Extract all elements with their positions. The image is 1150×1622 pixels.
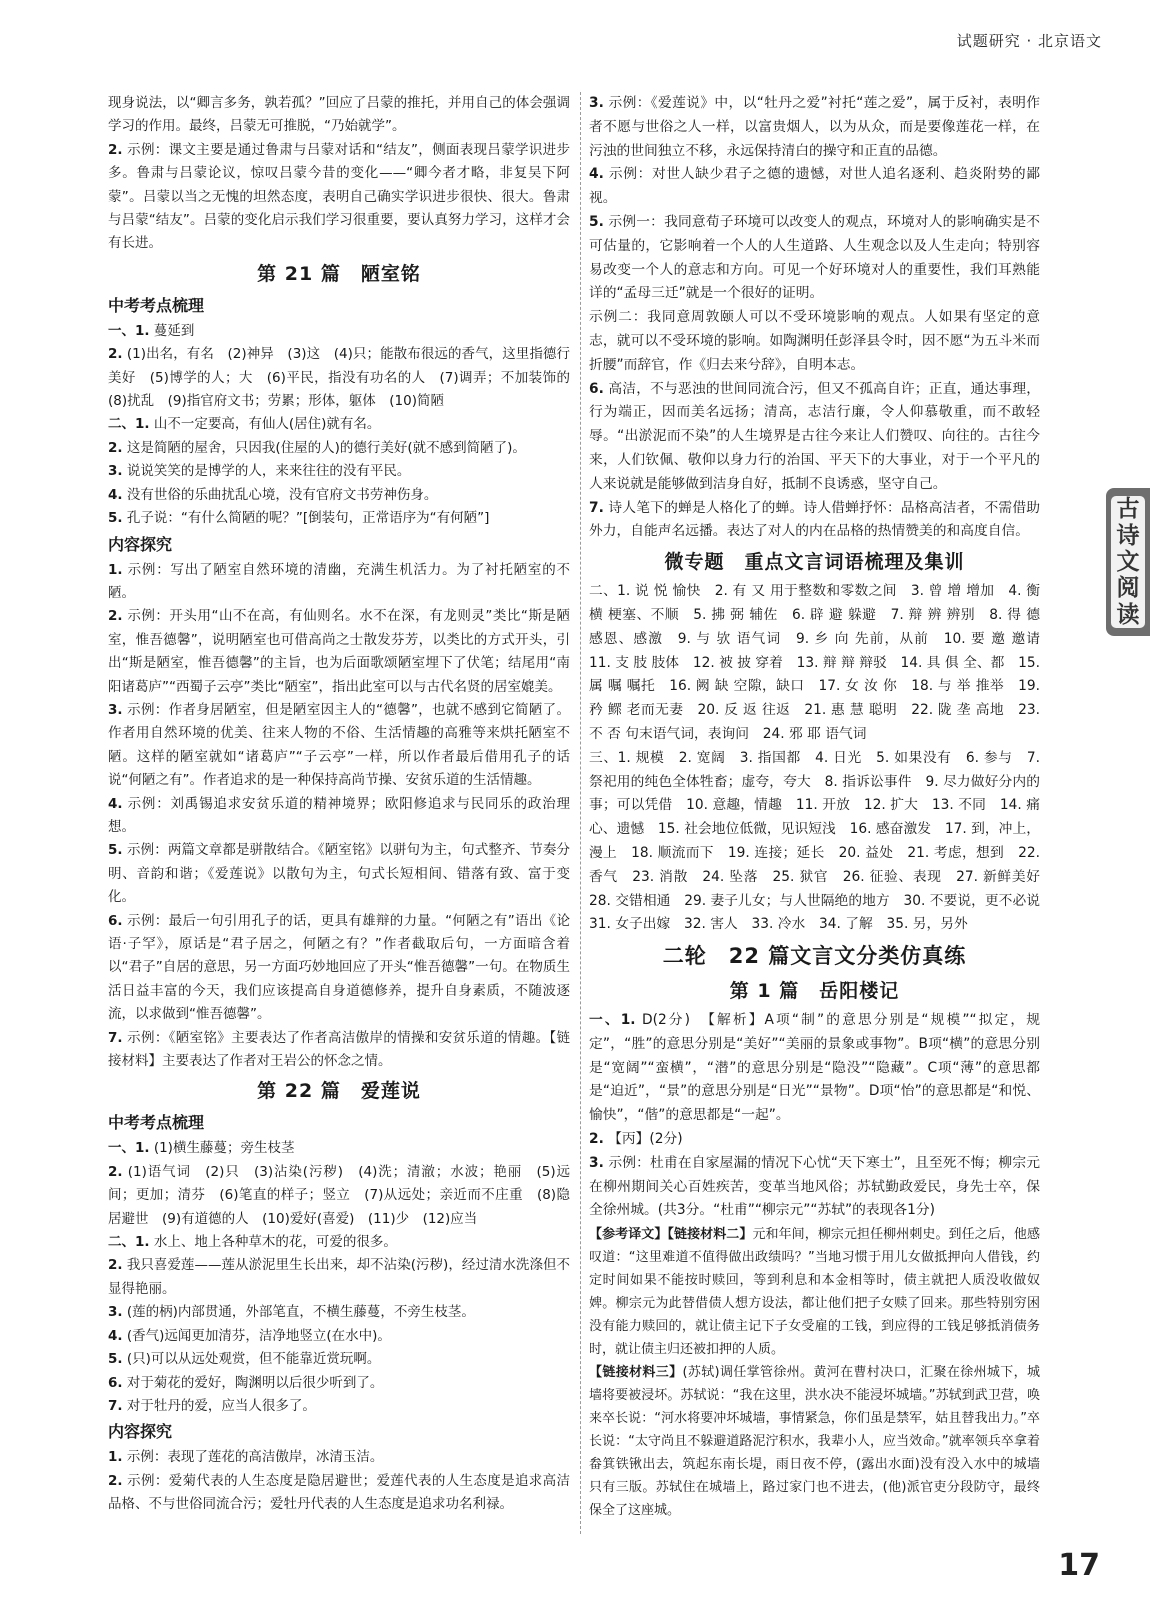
answer-item <box>108 1395 570 1418</box>
subsection-heading: 内容探究 <box>108 1422 173 1442</box>
item-text: 对于菊花的爱好，陶渊明以后很少听到了。 <box>126 1374 384 1391</box>
item-number: 7. <box>108 1397 123 1414</box>
answer-item <box>589 1152 1040 1223</box>
answer-item <box>108 793 570 840</box>
item-number: 5. <box>108 842 123 859</box>
item-text: (1)出名，有名 (2)神异 (3)这 (4)只；能散布很远的香气，这里指德行美好 (5)博学的人；大 (6)平民，指没有功名的人 (7)调弄；不加装饰的 (8)扰乱 (9)指官府文书；劳累；形体，躯体 (10)简陋 <box>108 346 584 410</box>
item-number: 2. <box>108 1163 123 1180</box>
item-text: (香气)远闻更加清芬，洁净地竖立(在水中)。 <box>126 1327 391 1344</box>
item-text: 高洁，不与恶浊的世间同流合污，但又不孤高自许；正直，通达事理，行为端正，因而美名远扬；清高，志洁行廉，令人仰慕敬重，而不敢轻辱。“出淤泥而不染”的人生境界是古往今来让人们赞叹、向往的。古往今来，人们钦佩、敬仰以身力行的治国、平天下的大事业，对于一个平凡的人来说就是能够做到洁身自好，抵制不良诱惑，坚守自己。 <box>589 380 1040 492</box>
item-text: 对于牡丹的爱，应当人很多了。 <box>126 1397 316 1414</box>
side-tab-char: 文 <box>1116 548 1140 575</box>
item-number: 4. <box>108 795 123 812</box>
item-number: 二、1. <box>108 416 150 433</box>
item-text: 孔子说：“有什么简陋的呢？”[倒装句，正常语序为“有何陋”] <box>126 510 490 527</box>
answer-item <box>108 320 570 343</box>
reference-translation <box>589 1361 1040 1522</box>
item-text: 示例：开头用“山不在高，有仙则名。水不在深，有龙则灵”类比“斯是陋室，惟吾德馨”，说明陋室也可借高尚之士散发芬芳，以类比的方式开头，引出“斯是陋室，惟吾德馨”的主旨，也为后面歌颂陋室埋下了伏笔；结尾用“南阳诸葛庐”“西蜀子云亭”类比“陋室”，指出此室可以与古代名贤的居室媲美。 <box>108 608 570 695</box>
page-number: 17 <box>1058 1548 1100 1583</box>
answer-item <box>108 139 570 256</box>
item-text: 没有世俗的乐曲扰乱心境，没有官府文书劳神伤身。 <box>126 486 438 503</box>
item-text: 示例：刘禹锡追求安贫乐道的精神境界；欧阳修追求与民同乐的政治理想。 <box>108 795 571 835</box>
side-tab-char: 古 <box>1116 496 1140 523</box>
column-divider <box>580 92 581 1534</box>
item-text: 蔓延到 <box>153 322 195 339</box>
item-text: 示例：写出了陋室自然环境的清幽，充满生机活力。为了衬托陋室的不陋。 <box>108 561 571 601</box>
item-number: 4. <box>108 486 123 503</box>
item-number: 3. <box>108 463 123 480</box>
answer-item <box>108 1231 570 1254</box>
reference-translation <box>589 1223 1040 1361</box>
answer-item <box>589 747 1054 937</box>
item-number: 5. <box>108 1351 123 1368</box>
answer-item <box>589 211 1040 306</box>
item-text: 示例：杜甫在自家屋漏的情况下心忧“天下寒士”，且至死不悔；柳宗元在柳州期间关心百姓疾苦，变革当地风俗；苏轼勤政爱民，身先士卒，保全徐州城。(共3分。“杜甫”“柳宗元”“苏轼”的表现各1分) <box>589 1154 1040 1219</box>
section-title: 第 21 篇 陋室铭 <box>257 262 421 285</box>
item-text: (只)可以从远处观赏，但不能靠近赏玩啊。 <box>126 1351 381 1368</box>
item-text: 示例：最后一句引用孔子的话，更具有雄辩的力量。“何陋之有”语出《论语·子罕》，原话是“君子居之，何陋之有？”作者截取后句，一方面暗含着以“君子”自居的意思，另一方面巧妙地回应了开头“惟吾德馨”一句。在物质生活日益丰富的今天，我们应该提高自身道德修养，提升自身素质，不随波逐流，以求做到“惟吾德馨”。 <box>108 912 570 1023</box>
answer-item <box>589 306 1040 377</box>
item-number: 7. <box>589 499 604 516</box>
answer-item <box>108 910 570 1027</box>
item-text: 示例：两篇文章都是骈散结合。《陋室铭》以骈句为主，句式整齐、节奏分明、音韵和谐；《爱莲说》以散句为主，句式长短相间、错落有致、富于变化。 <box>108 842 571 906</box>
item-number: 4. <box>589 166 604 183</box>
answer-item <box>108 1027 570 1074</box>
answer-item <box>108 1325 570 1348</box>
answer-item <box>108 413 570 436</box>
answer-item <box>108 1301 570 1324</box>
side-tab-char: 阅 <box>1116 575 1140 602</box>
item-text: 说说笑笑的是博学的人，来来往往的没有平民。 <box>126 463 411 480</box>
side-tab-char: 读 <box>1116 601 1140 628</box>
item-number: 二、1. <box>108 1234 150 1251</box>
answer-item <box>589 92 1040 163</box>
item-number: 5. <box>589 213 604 230</box>
answer-item <box>108 1446 570 1469</box>
answer-item <box>108 1470 570 1517</box>
item-number: 6. <box>589 380 604 397</box>
item-text: 诗人笔下的蝉是人格化了的蝉。诗人借蝉抒怀：品格高洁者，不需借助外力，自能声名远播。表达了对人的内在品格的热情赞美的和高度自信。 <box>589 499 1040 540</box>
answer-item <box>108 559 570 606</box>
answer-item <box>108 507 570 530</box>
item-number: 一、1. <box>108 1140 150 1157</box>
item-number: 2. <box>589 1131 604 1148</box>
item-number: 2. <box>108 608 123 625</box>
subsection-heading: 内容探究 <box>108 534 173 554</box>
answer-item <box>108 343 584 413</box>
item-text: 示例一：我同意荀子环境可以改变人的观点，环境对人的影响确实是不可估量的，它影响着一个人的人生道路、人生观念以及人生走向；特别容易改变一个人的意志和方向。可见一个好环境对人的重要性，我们耳熟能详的“孟母三迁”就是一个很好的证明。 <box>589 213 1040 302</box>
section-title: 第 1 篇 岳阳楼记 <box>729 980 900 1003</box>
item-number: 2. <box>108 1257 123 1274</box>
item-text: 示例：作者身居陋室，但是陋室因主人的“德馨”，也就不感到它简陋了。作者用自然环境的优美、往来人物的不俗、生活情趣的高雅等来烘托陋室不陋。这样的陋室就如“诸葛庐”“子云亭”一样，所以作者最后借用孔子的话说“何陋之有”。作者追求的是一种保持高尚节操、安贫乐道的生活情趣。 <box>108 701 570 789</box>
item-number: 一、1. <box>589 1012 636 1029</box>
item-text: 示例：表现了莲花的高洁傲岸，冰清玉洁。 <box>126 1449 384 1466</box>
item-number: 一、1. <box>108 322 150 339</box>
section-title: 二轮 22 篇文言文分类仿真练 <box>662 944 967 969</box>
answer-item <box>108 699 570 793</box>
item-number: 3. <box>108 701 123 718</box>
item-text: 示例：《陋室铭》主要表达了作者高洁傲岸的情操和安贫乐道的情趣。【链接材料】主要表达了作者对王岩公的怀念之情。 <box>108 1029 571 1070</box>
item-text: 二、1. 说 悦 愉快 2. 有 又 用于整数和零数之间 3. 曾 增 增加 4. 衡 横 梗塞、不顺 5. 拂 弼 辅佐 6. 辟 避 躲避 7. 辩 辨 辨别 8. 得 德 感恩、感激 9. 与 欤 语气词 9. 乡 向 先前，从前 10. 要 邀 邀请 11. 支 肢 肢体 12. 被 披 穿着 13. 辩 辩 辩驳 14. 具 俱 全、都 15. 属 嘱 嘱托 16. 阙 缺 空隙，缺口 17. 女 汝 你 18. 与 举 推举 19. 矜 鳏 老而无妻 20. 反 返 往返 21. 惠 慧 聪明 22. 陇 垄 高地 23. 不 否 句末语气词，表询问 24. 邪 耶 语气词 <box>589 583 1054 742</box>
item-text: 示例：课文主要是通过鲁肃与吕蒙对话和“结友”，侧面表现吕蒙学识进步多。鲁肃与吕蒙论议，惊叹吕蒙今昔的变化——“卿今者才略，非复吴下阿蒙”。吕蒙以当之无愧的坦然态度，表明自己确实学识进步很快、很大。鲁肃与吕蒙“结友”。吕蒙的变化启示我们学习很重要，要认真努力学习，这样才会有长进。 <box>108 141 570 252</box>
item-number: 6. <box>108 1374 123 1391</box>
answer-item <box>108 1161 570 1231</box>
item-number: 2. <box>108 439 123 456</box>
item-number: 1. <box>108 1449 123 1466</box>
right-column <box>589 92 1054 1522</box>
left-column <box>108 92 584 1517</box>
answer-item <box>108 1348 570 1371</box>
section-title: 第 22 篇 爱莲说 <box>257 1080 421 1103</box>
item-text: 水上、地上各种草木的花，可爱的很多。 <box>153 1234 397 1251</box>
side-tab-char: 诗 <box>1116 522 1140 549</box>
side-tab-label <box>1111 496 1145 628</box>
answer-item <box>108 437 570 460</box>
answer-item <box>589 580 1054 747</box>
item-text: 示例：《爱莲说》中，以“牡丹之爱”衬托“莲之爱”，属于反衬，表明作者不愿与世俗之人一样，以富贵烟人，以为从众，而是要像莲花一样，在污浊的世间独立不移，永远保持清白的操守和正直的品德。 <box>589 95 1040 159</box>
reference-text: 元和年间，柳宗元担任柳州刺史。到任之后，他感叹道：“这里难道不值得做出政绩吗？”当地习惯于用儿女做抵押向人借钱，约定时间如果不能按时赎回，等到利息和本金相等时，债主就把人质没收做奴婢。柳宗元为此替借债人想方设法，都让他们把子女赎了回来。那些特别穷困没有能力赎回的，就让债主记下子女受雇的工钱，到应得的工钱足够抵消债务时，就让债主归还被扣押的人质。 <box>589 1227 1040 1358</box>
item-text: (1)横生藤蔓；旁生枝茎 <box>153 1140 295 1157</box>
item-number: 3. <box>108 1304 123 1321</box>
item-number: 1. <box>108 561 123 578</box>
item-number: 7. <box>108 1029 123 1046</box>
item-number: 2. <box>108 141 123 158</box>
item-text: 三、1. 规模 2. 宽阔 3. 指国都 4. 日光 5. 如果没有 6. 参与 7. 祭祀用的纯色全体牲畜；虚夸，夸大 8. 指诉讼事件 9. 尽力做好分内的事；可以凭借 10. 意趣，情趣 11. 开放 12. 扩大 13. 不同 14. 痛心、遗憾 15. 社会地位低微，见识短浅 16. 感奋激发 17. 到，冲上，漫上 18. 顺流而下 19. 连接；延长 20. 益处 21. 考虑，想到 22. 香气 23. 消散 24. 坠落 25. 狱官 26. 征验、表现 27. 新鲜美好 28. 交错相通 29. 妻子儿女；与人世隔绝的地方 30. 不要说，更不必说 31. 女子出嫁 32. 害人 33. 冷水 34. 了解 35. 另，另外 <box>589 749 1054 933</box>
answer-item <box>589 1009 1040 1128</box>
item-number: 4. <box>108 1327 123 1344</box>
subsection-heading: 中考考点梳理 <box>108 1113 205 1133</box>
item-number: 5. <box>108 510 123 527</box>
answer-item <box>108 1372 570 1395</box>
answer-item <box>589 163 1040 211</box>
reference-tag: 【参考译文】【链接材料二】 <box>589 1227 753 1243</box>
item-number: 3. <box>589 1154 604 1171</box>
item-text: 这是简陋的屋舍，只因我(住屋的人)的德行美好(就不感到简陋了)。 <box>126 439 526 456</box>
reference-tag: 【链接材料三】 <box>589 1365 683 1381</box>
answer-item <box>589 497 1040 545</box>
item-text: 示例：对世人缺少君子之德的遗憾，对世人追名逐利、趋炎附势的鄙视。 <box>589 166 1040 207</box>
item-text: (1)语气词 (2)只 (3)沾染(污秽) (4)洗；清澈；水波；艳丽 (5)远间；更加；清芬 (6)笔直的样子；竖立 (7)从远处；亲近而不庄重 (8)隐居避世 (9)有道德的人 (10)爱好(喜爱) (11)少 (12)应当 <box>108 1163 570 1227</box>
item-number: 2. <box>108 346 123 363</box>
answer-item <box>108 839 570 909</box>
answer-item <box>108 460 570 483</box>
answer-item <box>108 1137 570 1160</box>
item-number: 6. <box>108 912 123 929</box>
item-text: 【丙】(2分) <box>608 1131 683 1148</box>
reference-text: (苏轼)调任掌管徐州。黄河在曹村决口，汇聚在徐州城下，城墙将要被浸坏。苏轼说：“我在这里，洪水决不能浸坏城墙。”苏轼到武卫营，唤来卒长说：“河水将要冲坏城墙，事情紧急，你们虽是禁军，姑且替我出力。”卒长说：“太守尚且不躲避道路泥泞积水，我辈小人，应当效命。”就率领兵卒拿着畚箕铁锹出去，筑起东南长堤，雨日夜不停，(露出水面)没有没入水中的城墙只有三版。苏轼住在城墙上，路过家门也不进去，(他)派官吏分段防守，最终保全了这座城。 <box>589 1365 1040 1519</box>
answer-item <box>108 92 570 139</box>
item-number: 3. <box>589 95 604 111</box>
answer-item <box>589 378 1040 497</box>
answer-item <box>108 1254 570 1301</box>
section-side-tab <box>1106 488 1150 636</box>
item-text: 示例：爱菊代表的人生态度是隐居避世；爱莲代表的人生态度是追求高洁品格、不与世俗同流合污；爱牡丹代表的人生态度是追求功名利禄。 <box>108 1472 570 1513</box>
page-header: 试题研究 · 北京语文 <box>956 32 1102 50</box>
subsection-heading: 中考考点梳理 <box>108 295 205 315</box>
item-text: 示例二：我同意周敦颐人可以不受环境影响的观点。人如果有坚定的意志，就可以不受环境的影响。如陶渊明任彭泽县令时，因不愿“为五斗米而折腰”而辞官，作《归去来兮辞》，自明本志。 <box>589 309 1040 373</box>
item-text: (莲的柄)内部贯通，外部笔直，不横生藤蔓，不旁生枝茎。 <box>126 1304 475 1321</box>
answer-item <box>589 1128 1040 1152</box>
item-text: 山不一定要高，有仙人(居住)就有名。 <box>153 416 381 433</box>
item-text: D(2分) 【解析】A项“制”的意思分别是“规模”“拟定，规定”，“胜”的意思分别是“美好”“美丽的景象或事物”。B项“横”的意思分别是“宽阔”“蛮横”，“潜”的意思分别是“隐没”“隐藏”。C项“薄”的意思都是“迫近”，“景”的意思分别是“日光”“景物”。D项“怡”的意思都是“和悦、愉快”，“偕”的意思都是“一起”。 <box>589 1012 1041 1124</box>
item-number: 2. <box>108 1472 123 1489</box>
item-text: 现身说法，以“卿言多务，孰若孤？”回应了吕蒙的推托，并用自己的体会强调学习的作用。最终，吕蒙无可推脱，“乃始就学”。 <box>108 95 570 135</box>
section-title: 微专题 重点文言词语梳理及集训 <box>664 551 965 574</box>
answer-item <box>108 605 570 699</box>
item-text: 我只喜爱莲——莲从淤泥里生长出来，却不沾染(污秽)，经过清水洗涤但不显得艳丽。 <box>108 1257 570 1297</box>
answer-item <box>108 484 570 507</box>
